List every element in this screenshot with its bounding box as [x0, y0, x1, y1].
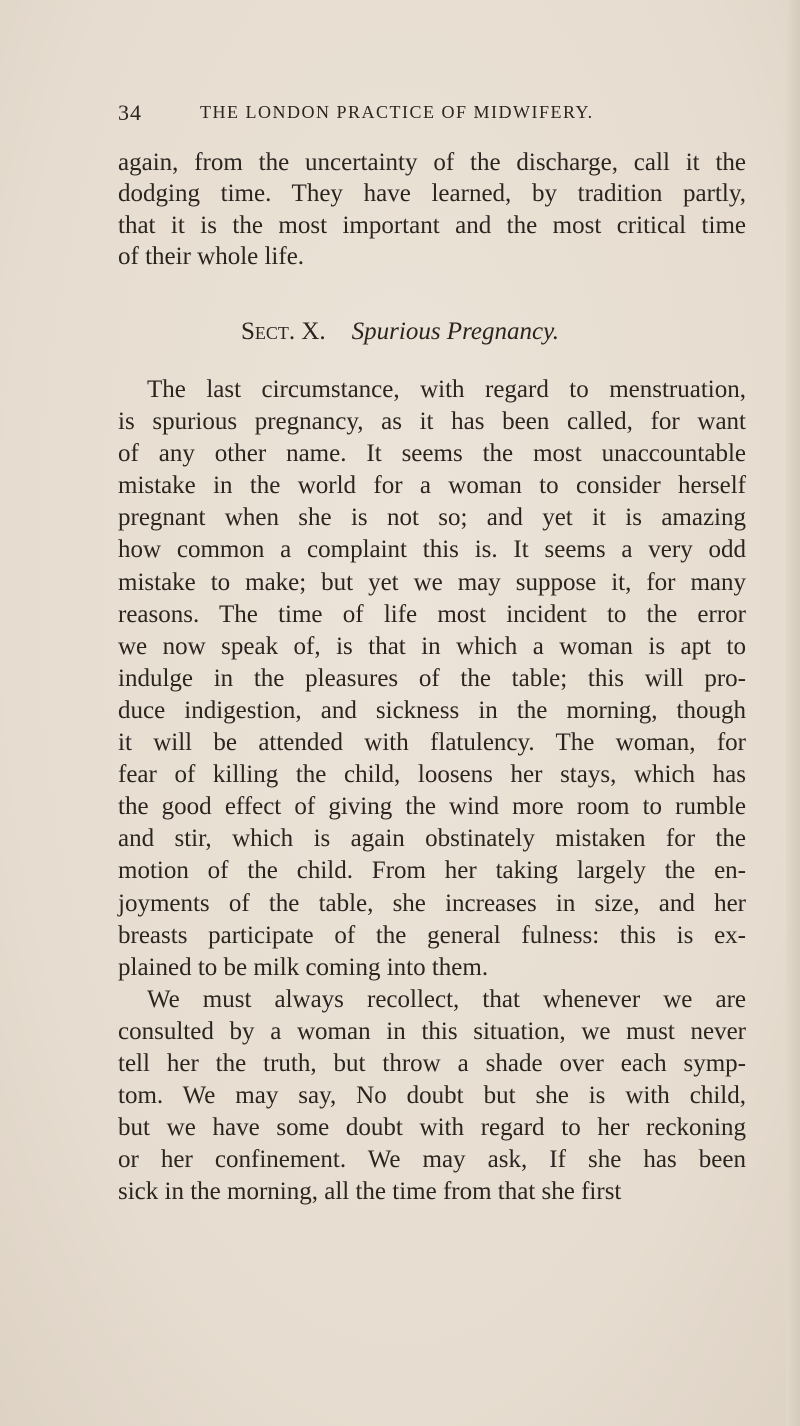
text-line: tom. We may say, No doubt but she is with child, — [118, 1082, 746, 1110]
text-line: that it is the most important and the most critical time — [118, 211, 746, 239]
text-line: how common a complaint this is. It seems a very odd — [118, 536, 746, 564]
page-header — [118, 100, 748, 128]
text-line: pregnant when she is not so; and yet it is amazing — [118, 504, 746, 532]
text-line: We must always recollect, that whenever we are — [147, 985, 746, 1013]
section-title: Spurious Pregnancy. — [351, 318, 560, 345]
text-line: mistake to make; but yet we may suppose it, for many — [118, 568, 746, 596]
paragraph-1 — [118, 147, 746, 272]
section-label: Sect. X. — [240, 318, 326, 345]
text-line: The last circumstance, with regard to menstruation, — [147, 376, 746, 403]
text-line: motion of the child. From her taking largely the en- — [118, 857, 746, 885]
text-line: or her confinement. We may ask, If she has been — [118, 1146, 746, 1174]
text-line: breasts participate of the general fulness: this is ex- — [118, 921, 746, 949]
text-line: fear of killing the child, loosens her stays, which has — [118, 761, 746, 789]
text-line: the good effect of giving the wind more room to rumble — [118, 793, 746, 821]
text-line: of any other name. It seems the most unaccountable — [118, 440, 746, 468]
text-line: consulted by a woman in this situation, we must never — [118, 1017, 746, 1045]
text-line: it will be attended with flatulency. The woman, for — [118, 729, 746, 757]
text-line: sick in the morning, all the time from that she first — [118, 1178, 622, 1206]
body-text — [118, 374, 746, 1208]
text-line: we now speak of, is that in which a woman is apt to — [118, 632, 746, 660]
text-line: duce indigestion, and sickness in the morning, though — [118, 696, 746, 724]
text-line: indulge in the pleasures of the table; this will pro- — [118, 664, 746, 692]
page-number: 34 — [118, 100, 142, 125]
text-line: and stir, which is again obstinately mistaken for the — [118, 825, 746, 853]
text-line: but we have some doubt with regard to her reckoning — [118, 1114, 746, 1142]
text-line: mistake in the world for a woman to consider herself — [118, 472, 746, 500]
text-line: tell her the truth, but throw a shade over each symp- — [118, 1049, 746, 1077]
text-line: again, from the uncertainty of the discharge, call it the — [118, 149, 746, 176]
running-title: THE LONDON PRACTICE OF MIDWIFERY. — [200, 102, 594, 122]
text-line: of their whole life. — [118, 242, 305, 270]
text-line: joyments of the table, she increases in size, and her — [118, 889, 746, 917]
text-line: reasons. The time of life most incident to the error — [118, 600, 746, 628]
section-heading — [0, 318, 800, 346]
page-edge — [786, 0, 800, 1426]
text-line: plained to be milk coming into them. — [118, 953, 489, 981]
paragraph-3 — [118, 984, 746, 1209]
text-line: dodging time. They have learned, by tradition partly, — [118, 180, 746, 208]
text-line: is spurious pregnancy, as it has been called, for want — [118, 408, 746, 436]
paragraph-2 — [118, 374, 746, 984]
